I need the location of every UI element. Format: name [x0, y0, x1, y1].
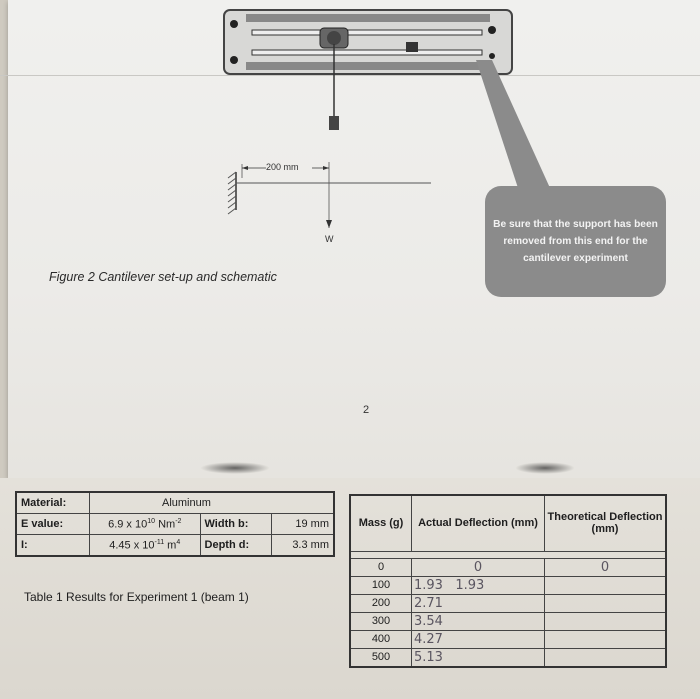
table-header-row [350, 495, 666, 551]
table-row [350, 648, 666, 667]
table-row [350, 594, 666, 612]
i-unit-exponent: 4 [176, 538, 181, 546]
theoretical-cell [545, 576, 667, 594]
e-value-label: E value: [16, 514, 89, 535]
material-properties-table [15, 491, 335, 557]
header-actual-deflection: Actual Deflection (mm) [412, 495, 545, 551]
i-exponent: -11 [154, 538, 165, 546]
dimension-label: 200 mm [266, 162, 299, 172]
material-label: Material: [16, 492, 89, 514]
mass-cell: 400 [350, 630, 412, 648]
load-label: W [325, 234, 334, 244]
table-row [350, 612, 666, 630]
i-value [89, 535, 200, 557]
e-unit-exponent: -2 [175, 517, 182, 525]
theoretical-cell: 0 [545, 558, 667, 576]
e-exponent: 10 [147, 517, 156, 525]
table-row [16, 514, 334, 535]
depth-label: Depth d: [200, 535, 272, 557]
e-mantissa: 6.9 x 10 [108, 518, 148, 531]
table-row [16, 492, 334, 514]
header-mass: Mass (g) [350, 495, 412, 551]
results-table [349, 494, 667, 668]
mass-cell: 0 [350, 558, 412, 576]
table-row [350, 576, 666, 594]
e-unit: Nm [155, 518, 176, 531]
fold-shadow [200, 462, 270, 474]
actual-cell: 4.27 [412, 630, 545, 648]
fold-shadow [515, 462, 575, 474]
mass-cell: 300 [350, 612, 412, 630]
page-number: 2 [363, 404, 370, 416]
actual-cell: 2.71 [412, 594, 545, 612]
header-theoretical-deflection: Theoretical Deflection (mm) [545, 495, 667, 551]
theoretical-cell [545, 648, 667, 667]
callout-text: Be sure that the support has been removed from this end for the cantilever experiment [493, 219, 658, 264]
cantilever-schematic [226, 158, 441, 238]
actual-cell: 1.93 1.93 [412, 576, 545, 594]
i-unit: m [164, 539, 177, 552]
mass-cell: 500 [350, 648, 412, 667]
actual-cell: 5.13 [412, 648, 545, 667]
e-value [89, 514, 200, 535]
table-row [16, 535, 334, 557]
table-row [350, 558, 666, 576]
table-row [350, 630, 666, 648]
depth-value: 3.3 mm [272, 535, 334, 557]
theoretical-cell [545, 594, 667, 612]
actual-cell: 3.54 [412, 612, 545, 630]
spacer-row [350, 551, 666, 558]
mass-cell: 200 [350, 594, 412, 612]
i-mantissa: 4.45 x 10 [109, 539, 155, 552]
figure-caption: Figure 2 Cantilever set-up and schematic [49, 270, 277, 284]
width-label: Width b: [200, 514, 272, 535]
material-value: Aluminum [89, 492, 334, 514]
theoretical-cell [545, 612, 667, 630]
width-value: 19 mm [272, 514, 334, 535]
table-caption: Table 1 Results for Experiment 1 (beam 1) [24, 590, 249, 604]
callout-pointer [470, 58, 560, 198]
actual-cell: 0 [412, 558, 545, 576]
i-label: I: [16, 535, 89, 557]
theoretical-cell [545, 630, 667, 648]
callout-box [485, 186, 666, 297]
mass-cell: 100 [350, 576, 412, 594]
